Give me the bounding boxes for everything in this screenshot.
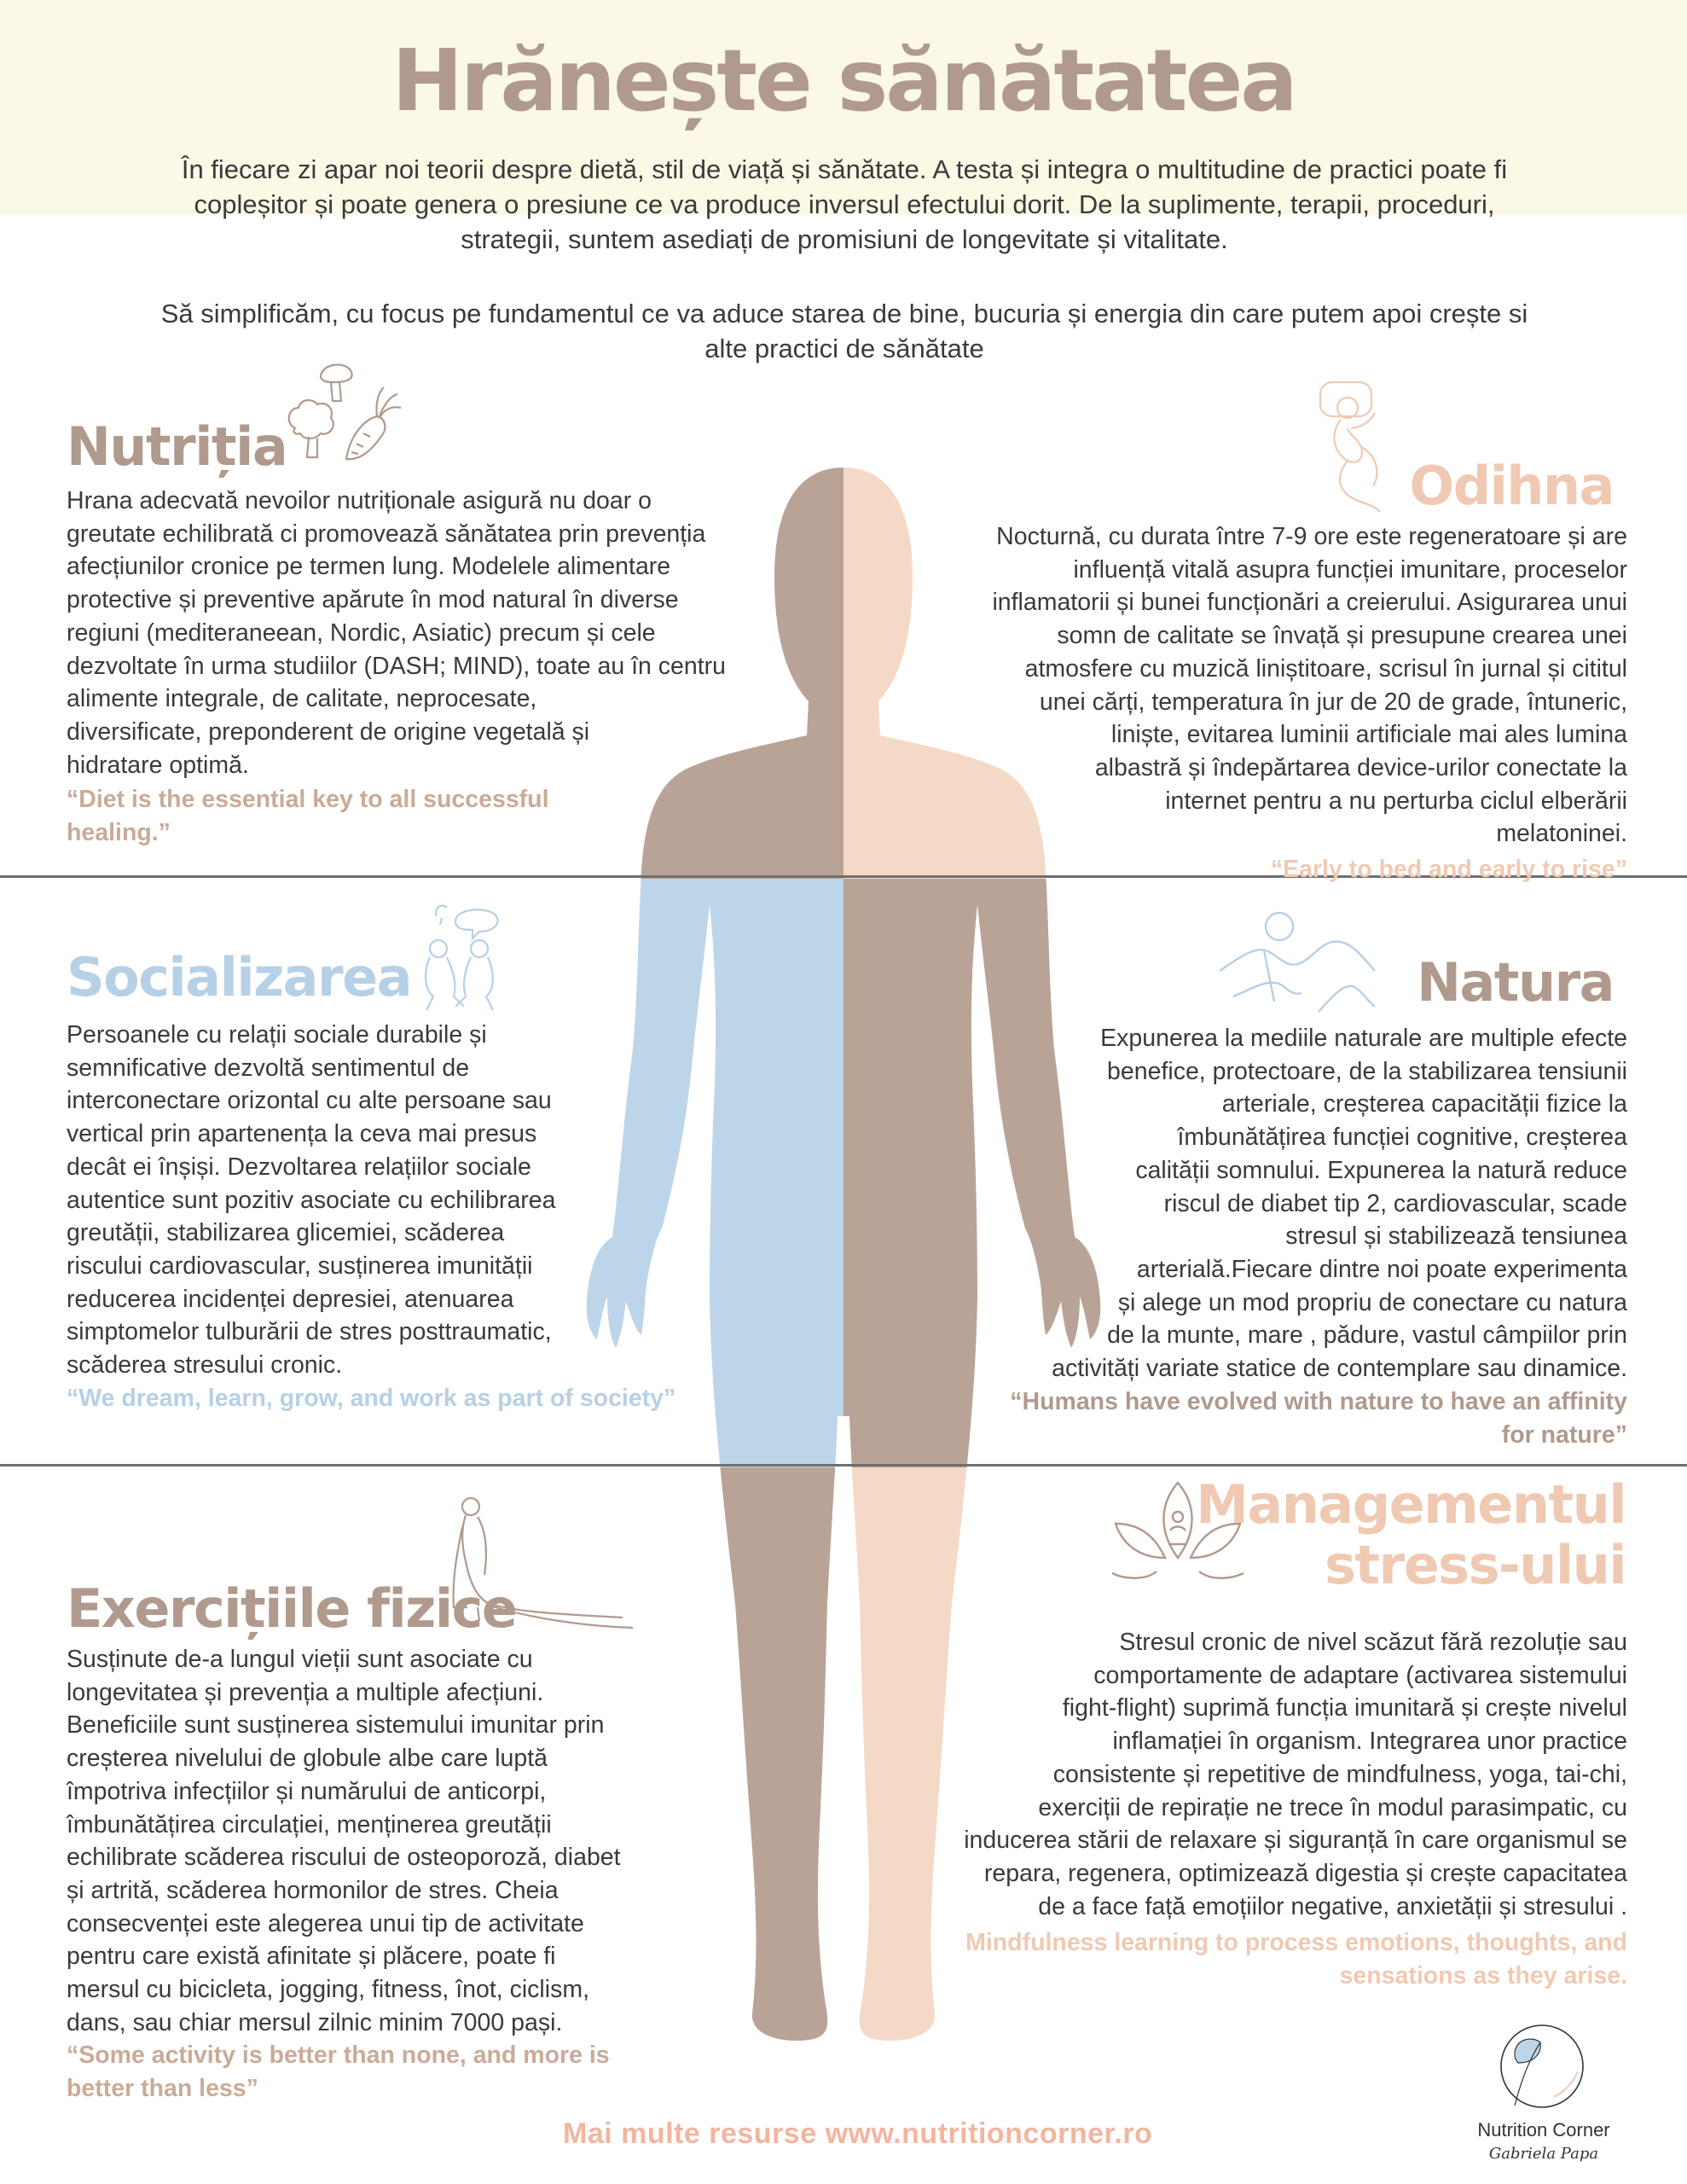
text-line: Nocturnă, cu durata între 7-9 ore este regeneratoare și are — [996, 523, 1627, 550]
text-line: consecvenței este alegerea unui tip de activitate — [67, 1909, 584, 1937]
people-talking-icon — [411, 896, 513, 1015]
text-line: calității somnului. Expunerea la natură reduce — [1135, 1156, 1627, 1184]
text-line: inflamației în organism. Integrarea unor practice — [1112, 1728, 1627, 1756]
stres-text — [930, 1626, 1627, 1923]
quote-line: sensations as they arise. — [1339, 1961, 1627, 1989]
text-line: autentice sunt pozitiv asociate cu echilibrarea — [67, 1186, 556, 1214]
text-line: și artrită, scăderea hormonilor de stres. Cheia — [67, 1876, 559, 1904]
text-line: reducerea incidenței depresiei, atenuarea — [67, 1285, 514, 1313]
text-line: benefice, protectoare, de la stabilizarea tensiunii — [1107, 1057, 1627, 1085]
natura-text — [981, 1022, 1627, 1385]
text-line: arteriale, creșterea capacității fizice la — [1221, 1090, 1627, 1118]
text-line: atmosfere cu muzică liniștitoare, scrisul în jurnal și cititul — [1024, 654, 1627, 682]
text-line: afecțiunilor cronice pe termen lung. Modelele alimentare — [67, 553, 671, 581]
text-line: comportamente de adaptare (activarea sistemului — [1093, 1661, 1627, 1689]
brand-name: Nutrition Corner — [1477, 2119, 1610, 2140]
stres-title — [853, 1474, 1626, 1596]
text-line: Expunerea la mediile naturale are multiple efecte — [1100, 1025, 1627, 1052]
text-line: somn de calitate se învață și presupune crearea unei — [1057, 622, 1627, 650]
natura-quote — [981, 1385, 1627, 1451]
divider-line-bottom — [0, 1464, 1687, 1467]
leaf-circle-logo-icon — [1491, 2020, 1593, 2116]
intro-line: strategii, suntem asediați de promisiuni de longevitate și vitalitate. — [461, 224, 1228, 254]
text-line: Beneficiile sunt susținerea sistemului imunitar prin — [67, 1711, 605, 1740]
text-line: riscul de diabet tip 2, cardiovascular, scade — [1163, 1189, 1627, 1217]
vegetables-icon — [278, 351, 406, 479]
odihna-quote — [938, 853, 1627, 886]
footer-link[interactable]: Mai multe resurse www.nutritioncorner.ro — [563, 2117, 1153, 2150]
text-line: echilibrate scăderea riscului de osteoporoză, diabet — [67, 1844, 621, 1872]
stres-title-line: Managementul — [1196, 1473, 1626, 1536]
socializarea-quote — [67, 1382, 766, 1415]
text-line: mersul cu bicicleta, jogging, fitness, înot, ciclism, — [67, 1976, 589, 2004]
text-line: împotriva infecțiilor și numărului de anticorpi, — [67, 1777, 547, 1805]
page-title: Hrănește sănătatea — [391, 31, 1296, 131]
socializarea-title: Socializarea — [67, 946, 411, 1008]
nutritia-title: Nutriția — [67, 415, 287, 478]
quote-line: better than less” — [67, 2074, 258, 2102]
quote-line: for nature” — [1501, 1420, 1627, 1449]
exercitiile-text — [67, 1643, 664, 2039]
text-line: protective și preventive apărute în mod natural în diverse — [67, 586, 679, 614]
intro-line: Să simplificăm, cu focus pe fundamentul ce va aduce starea de bine, bucuria și energia din care putem apoi crește si — [160, 299, 1528, 328]
text-line: inflamatorii și bunei funcționări a creierului. Asigurarea unui — [992, 589, 1627, 617]
text-line: de la munte, mare , pădure, vastul câmpiilor prin — [1107, 1321, 1627, 1350]
text-line: îmbunătățirea funcției cognitive, creșterea — [1177, 1124, 1627, 1152]
quote-line: “Early to bed and early to rise” — [1270, 856, 1627, 883]
text-line: Susținute de-a lungul vieții sunt asociate cu — [67, 1646, 533, 1673]
text-line: melatoninei. — [1496, 820, 1627, 848]
text-line: regiuni (mediteraneean, Nordic, Asiatic) precum și cele — [67, 619, 656, 647]
nutritia-quote — [67, 783, 715, 849]
exercitiile-quote — [67, 2039, 681, 2105]
intro-line: copleșitor și poate genera o presiune ce va produce inversul efectului dorit. De la suplimente, terapii, proceduri, — [194, 189, 1495, 219]
text-line: arterială.Fiecare dintre noi poate experimenta — [1136, 1255, 1627, 1283]
text-line: Persoanele cu relații sociale durabile și — [67, 1021, 487, 1048]
text-line: hidratare optimă. — [67, 751, 249, 779]
text-line: liniște, evitarea luminii artificiale mai ales lumina — [1110, 721, 1627, 749]
text-line: decât ei înșiși. Dezvoltarea relațiilor sociale — [67, 1153, 531, 1181]
text-line: inducerea stării de relaxare și siguranță în care organismul se — [964, 1827, 1627, 1855]
text-line: longevitatea și prevenția a multiple afecțiuni. — [67, 1678, 544, 1706]
text-line: albastră și îndepărtarea device-urilor conectate la — [1094, 753, 1627, 781]
brand-signature: Gabriela Papa — [1488, 2145, 1599, 2163]
natura-title: Natura — [1417, 951, 1614, 1014]
text-line: semnificative dezvoltă sentimentul de — [67, 1054, 470, 1082]
stres-title-line: stress-ului — [1325, 1534, 1626, 1597]
text-line: dans, sau chiar mersul zilnic minim 7000 pași. — [67, 2008, 563, 2036]
text-line: activități variate statice de contemplare sau dinamice. — [1052, 1355, 1627, 1383]
odihna-title: Odihna — [1409, 455, 1614, 517]
text-line: greutate echilibrată ci promovează sănătatea prin prevenția — [67, 520, 706, 548]
text-line: unei cărți, temperatura în jur de 20 de grade, întuneric, — [1039, 688, 1627, 716]
quote-line: “Some activity is better than none, and more is — [67, 2042, 610, 2069]
intro-line: alte practici de sănătate — [704, 334, 984, 363]
text-line: consistente și repetitive de mindfulness, yoga, tai-chi, — [1052, 1760, 1627, 1788]
text-line: vertical prin apartenența la ceva mai presus — [67, 1120, 537, 1148]
text-line: pentru care există afinitate și plăcere, poate fi — [67, 1943, 556, 1971]
text-line: repara, regenera, optimizează digestia și crește capacitatea — [983, 1859, 1627, 1887]
exercitiile-title: Exercițiile fizice — [67, 1577, 517, 1640]
text-line: scăderea stresului cronic. — [67, 1351, 343, 1380]
text-line: alimente integrale, de calitate, neprocesate, — [67, 685, 537, 713]
text-line: simptomelor tulburării de stres posttraumatic, — [67, 1318, 552, 1346]
text-line: îmbunătățirea circulației, menținerea greutății — [67, 1810, 552, 1838]
text-line: influență vitală asupra funcției imunitare, proceselor — [1073, 555, 1627, 584]
text-line: internet pentru a nu perturba ciclul elberării — [1165, 787, 1627, 815]
quote-line: “Diet is the essential key to all successful — [67, 786, 549, 813]
text-line: interconectare orizontal cu alte persoane sau — [67, 1087, 552, 1115]
text-line: dezvoltate în urma studiilor (DASH; MIND), toate au în centru — [67, 652, 726, 680]
quote-line: Mindfulness learning to process emotions, thoughts, and — [965, 1929, 1627, 1956]
text-line: riscului cardiovascular, susținerea imunității — [67, 1252, 533, 1280]
nutritia-text — [67, 485, 732, 781]
text-line: diversificate, preponderent de origine vegetală și — [67, 717, 590, 746]
intro-paragraph — [145, 152, 1544, 257]
stres-quote — [930, 1926, 1627, 1992]
text-line: Stresul cronic de nivel scăzut fără rezoluție sau — [1119, 1629, 1627, 1656]
intro-line: În fiecare zi apar noi teorii despre dietă, stil de viață și sănătate. A testa și integra o multitudine de practici poate fi — [181, 154, 1508, 184]
quote-line: healing.” — [67, 818, 171, 846]
odihna-text — [938, 520, 1627, 851]
text-line: și alege un mod propriu de conectare cu natura — [1117, 1288, 1627, 1316]
text-line: creșterea nivelului de globule albe care luptă — [67, 1745, 548, 1773]
text-line: de a face față emoțiilor negative, anxietății și stresului . — [1038, 1892, 1627, 1920]
text-line: Hrana adecvată nevoilor nutriționale asigură nu doar o — [67, 487, 652, 514]
text-line: greutății, stabilizarea glicemiei, scăderea — [67, 1219, 505, 1247]
text-line: fight-flight) suprimă funcția imunitară și crește nivelul — [1062, 1694, 1627, 1722]
text-line: stresul și stabilizează tensiunea — [1285, 1223, 1627, 1251]
quote-line: “Humans have evolved with nature to have an affinity — [1010, 1388, 1627, 1415]
socializarea-text — [67, 1019, 612, 1382]
text-line: exerciții de repirație ne trece în modul parasimpatic, cu — [1038, 1793, 1627, 1821]
quote-line: “We dream, learn, grow, and work as part of society” — [67, 1385, 676, 1412]
